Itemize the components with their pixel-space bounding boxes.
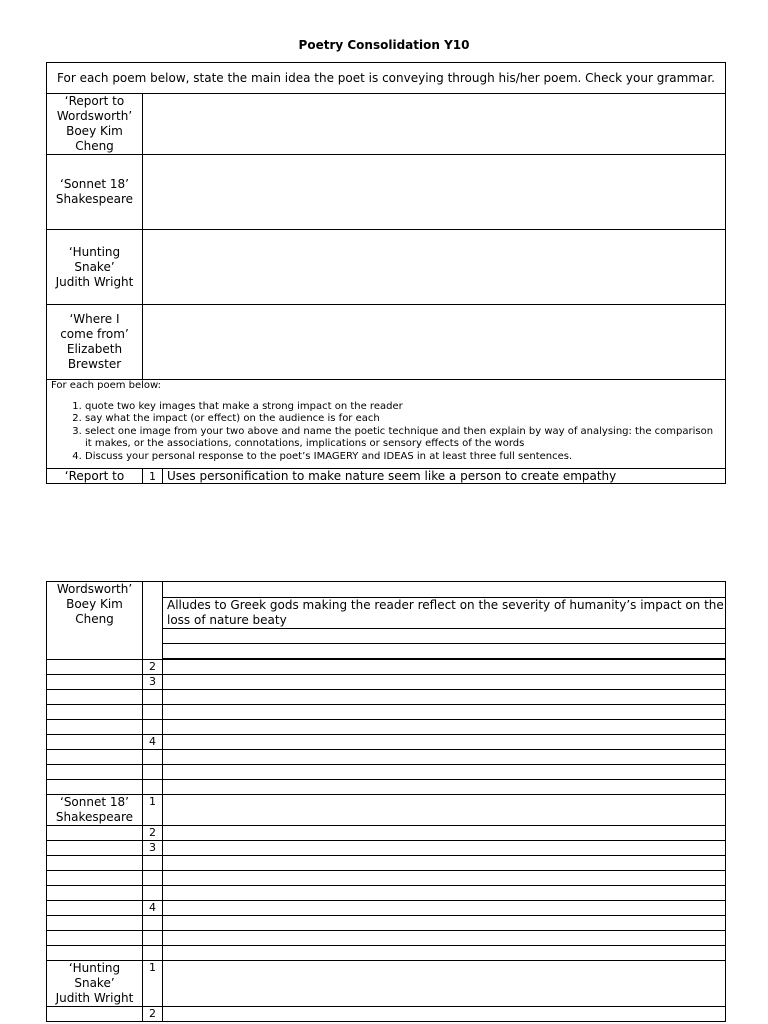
item-number: 2 bbox=[143, 826, 163, 841]
item-number: 2 bbox=[143, 660, 163, 675]
list-item: 4. Discuss your personal response to the poet’s IMAGERY and IDEAS in at least three full sentences. bbox=[85, 451, 721, 464]
poem-label-report-to-wordsworth: Wordsworth’ Boey Kim Cheng bbox=[47, 582, 143, 660]
answer-line[interactable] bbox=[163, 795, 726, 826]
answer-line[interactable] bbox=[163, 644, 726, 659]
answer-line[interactable] bbox=[163, 856, 726, 871]
answer-line[interactable] bbox=[163, 841, 726, 856]
answer-line[interactable] bbox=[163, 675, 726, 690]
answer-line[interactable] bbox=[163, 660, 726, 675]
answer-line[interactable] bbox=[163, 690, 726, 705]
answer-line[interactable] bbox=[163, 705, 726, 720]
main-idea-answer-cell[interactable] bbox=[143, 230, 726, 305]
item-number: 4 bbox=[143, 901, 163, 916]
main-idea-instruction: For each poem below, state the main idea the poet is conveying through his/her poem. Check your grammar. bbox=[47, 63, 726, 94]
list-item: 3. select one image from your two above and name the poetic technique and then explain by way of analysing: the comparison it makes, or the associations, connotations, implications or sensory effects of the words bbox=[85, 426, 721, 451]
answer-line[interactable] bbox=[163, 720, 726, 735]
item-number-cell bbox=[143, 582, 163, 660]
item-number: 3 bbox=[143, 841, 163, 856]
imagery-instructions bbox=[47, 380, 726, 469]
main-idea-answer-cell[interactable] bbox=[143, 94, 726, 155]
main-idea-answer-cell[interactable] bbox=[143, 305, 726, 380]
poem-label-sonnet-18: ‘Sonnet 18’ Shakespeare bbox=[47, 155, 143, 230]
answer-line[interactable] bbox=[163, 916, 726, 931]
answer-line[interactable] bbox=[163, 901, 726, 916]
list-item: 1. quote two key images that make a strong impact on the reader bbox=[85, 401, 721, 414]
page-title: Poetry Consolidation Y10 bbox=[298, 38, 470, 52]
answer-text-personification[interactable]: Uses personification to make nature seem like a person to create empathy bbox=[163, 469, 726, 484]
answer-line[interactable] bbox=[163, 629, 726, 644]
answer-text-allusion[interactable]: Alludes to Greek gods making the reader reflect on the severity of humanity’s impact on the loss of nature beaty bbox=[163, 598, 726, 629]
answer-line[interactable] bbox=[163, 961, 726, 1007]
answer-line[interactable] bbox=[163, 765, 726, 780]
answer-line[interactable] bbox=[163, 1007, 726, 1022]
instructions-list bbox=[51, 401, 721, 464]
main-idea-answer-cell[interactable] bbox=[143, 155, 726, 230]
instructions-lead: For each poem below: bbox=[51, 380, 162, 391]
answer-line[interactable] bbox=[163, 826, 726, 841]
poem-label-where-i-come-from: ‘Where I come from’ Elizabeth Brewster bbox=[47, 305, 143, 380]
poem-label-hunting-snake: ‘Hunting Snake’ Judith Wright bbox=[47, 961, 143, 1007]
imagery-continuation-table bbox=[46, 581, 726, 1022]
poem-label-report-to-wordsworth: ‘Report to Wordsworth’ Boey Kim Cheng bbox=[47, 94, 143, 155]
list-item: 2. say what the impact (or effect) on the audience is for each bbox=[85, 413, 721, 426]
item-number: 2 bbox=[143, 1007, 163, 1022]
answer-line[interactable] bbox=[163, 871, 726, 886]
item-number: 1 bbox=[143, 469, 163, 484]
poem-label-hunting-snake: ‘Hunting Snake’ Judith Wright bbox=[47, 230, 143, 305]
item-number: 4 bbox=[143, 735, 163, 750]
answer-line[interactable] bbox=[163, 735, 726, 750]
main-idea-table bbox=[46, 62, 726, 484]
answer-line[interactable] bbox=[163, 946, 726, 961]
item-number: 3 bbox=[143, 675, 163, 690]
answer-line[interactable] bbox=[163, 931, 726, 946]
answer-line[interactable] bbox=[163, 780, 726, 795]
answer-line[interactable] bbox=[163, 750, 726, 765]
answer-line[interactable] bbox=[163, 886, 726, 901]
item-number: 1 bbox=[143, 961, 163, 1007]
poem-label-report-to-wordsworth: ‘Report to bbox=[47, 469, 143, 484]
item-number: 1 bbox=[143, 795, 163, 826]
answer-line[interactable] bbox=[163, 582, 726, 598]
poem-label-sonnet-18: ‘Sonnet 18’ Shakespeare bbox=[47, 795, 143, 826]
